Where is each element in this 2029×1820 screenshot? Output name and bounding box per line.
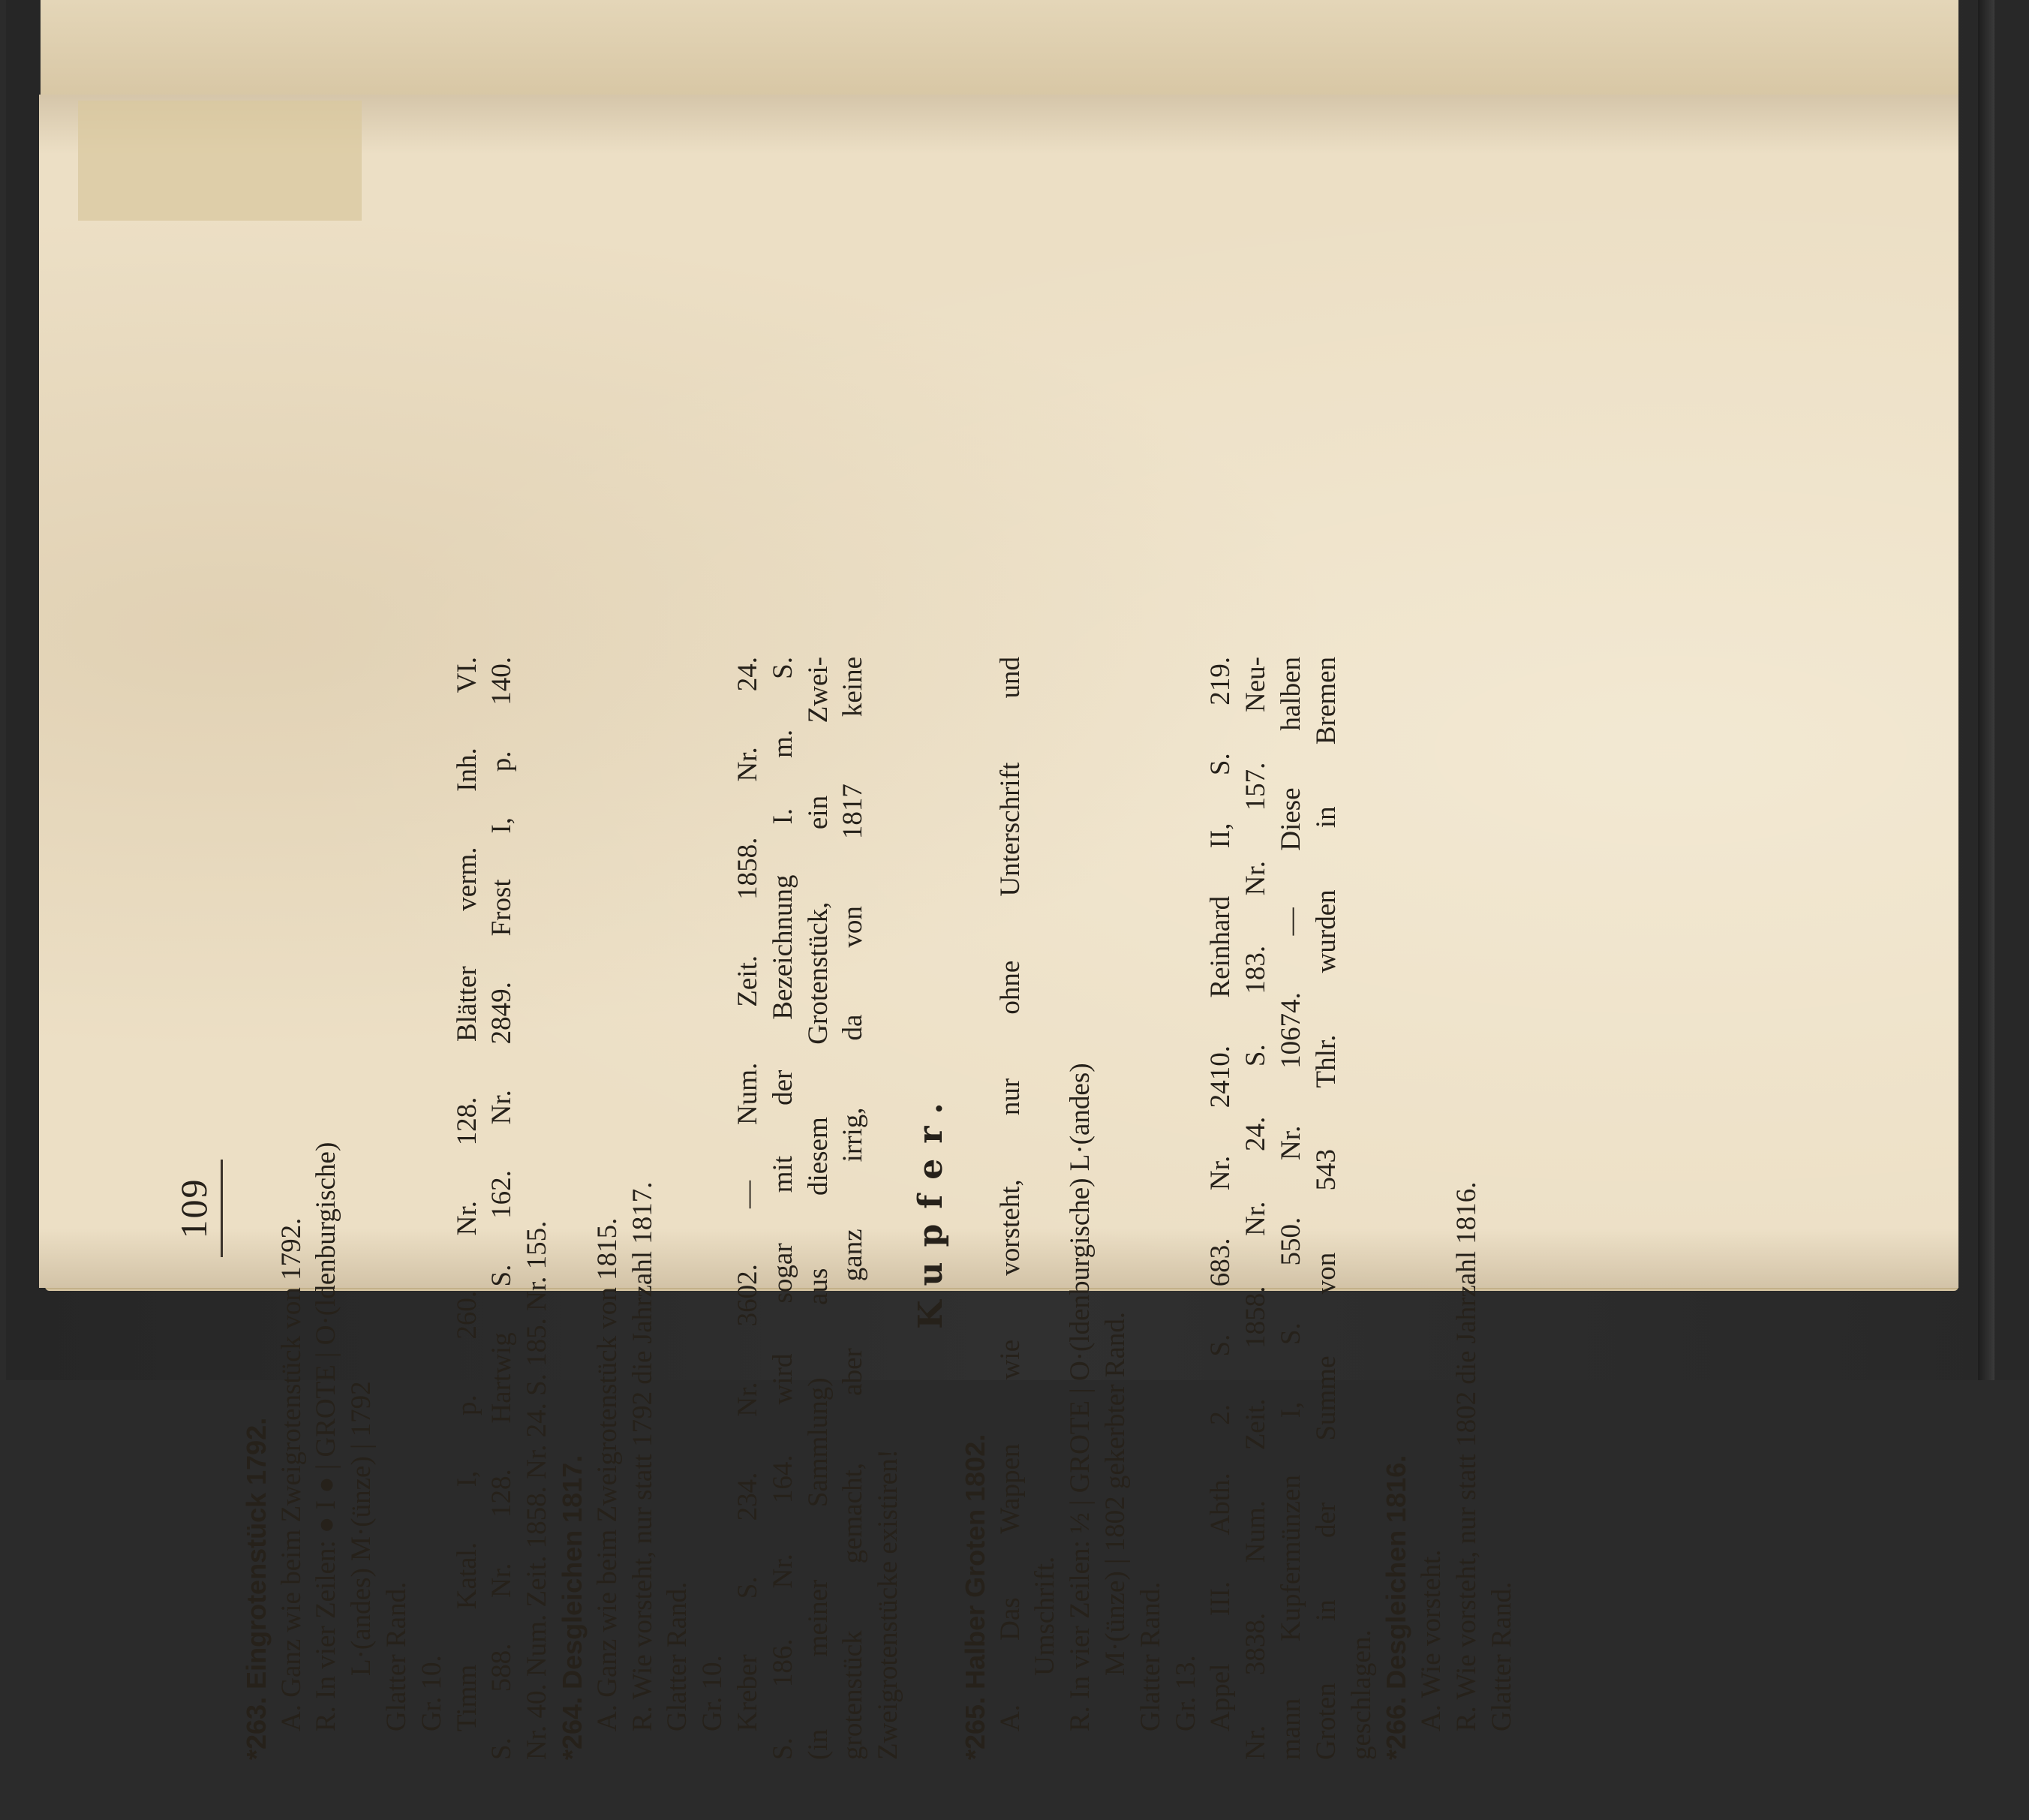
text-line: Glatter Rand. [1486, 1581, 1517, 1731]
text-line: Zweigrotenstücke existiren! [873, 1448, 904, 1760]
text-line: Nr. 3838. Num. Zeit. 1858. Nr. 24. S. 183. Nr. 157. Neu- [1240, 657, 1272, 1760]
text-line: Timm Katal. I, p. 260. Nr. 128. Blätter verm. Inh. VI. [451, 657, 482, 1731]
facing-page-edge [41, 0, 1958, 98]
text-line: S. 186. Nr. 164. wird sogar mit der Bezeichnung I. m. S. [767, 657, 798, 1760]
text-line: Gr. 10. [697, 1655, 729, 1731]
entry-heading: *263. Eingrotenstück 1792. [240, 1417, 272, 1760]
entry-heading: *266. Desgleichen 1816. [1381, 1454, 1412, 1760]
text-line: geschlagen. [1345, 1629, 1377, 1760]
paper-scrap [78, 101, 362, 221]
page-text [109, 604, 2029, 1820]
text-line: mann Kupfermünzen I, S. 550. Nr. 10674. — Diese halben [1275, 657, 1306, 1760]
entry-heading: *264. Desgleichen 1817. [556, 1454, 588, 1760]
text-line: Gr. 10. [416, 1655, 447, 1731]
text-line: R. In vier Zeilen: ● I ● | GROTE | O·(ldenburgische) [311, 1142, 342, 1731]
text-line: R. In vier Zeilen: ½ | GROTE | O·(ldenburgische) L·(andes) [1065, 1063, 1096, 1731]
text-line: Glatter Rand. [380, 1581, 412, 1731]
text-line: M·(ünze) | 1802 gekerbter Rand. [1099, 1311, 1131, 1676]
text-line: grotenstück gemacht, aber ganz irrig, da von 1817 keine [837, 657, 869, 1760]
text-line: (in meiner Sammlung) aus diesem Grotenstück, ein Zwei- [802, 657, 834, 1760]
text-line: A. Das Wappen wie vorsteht, nur ohne Unterschrift und [994, 657, 1026, 1731]
text-line: A. Ganz wie beim Zweigrotenstück von 1815. [591, 1217, 623, 1731]
text-line: A. Ganz wie beim Zweigrotenstück von 1792. [275, 1217, 307, 1731]
page-number-rule [221, 1160, 223, 1257]
text-line: Nr. 40. Num. Zeit. 1858. Nr. 24. S. 185. Nr. 155. [522, 1220, 553, 1760]
entry-heading: *265. Halber Groten 1802. [959, 1433, 990, 1760]
text-line: S. 588. Nr. 128. Hartwig S. 162. Nr. 2849. Frost I, p. 140. [486, 657, 518, 1760]
text-line: L·(andes) M·(ünze) | 1792 [346, 1381, 377, 1676]
text-line: R. Wie vorsteht, nur statt 1802 die Jahrzahl 1816. [1450, 1181, 1482, 1731]
page-number: 109 [173, 1178, 215, 1239]
section-heading: Kupfer. [911, 1087, 950, 1329]
text-lines [239, 657, 1520, 1760]
text-line: R. Wie vorsteht, nur statt 1792 die Jahrzahl 1817. [627, 1181, 658, 1731]
text-line: Gr. 13. [1170, 1655, 1201, 1731]
text-line: Glatter Rand. [662, 1581, 693, 1731]
text-line: Glatter Rand. [1135, 1581, 1166, 1731]
text-line: Groten in der Summe von 543 Thlr. wurden in Bremen [1310, 657, 1342, 1760]
text-line: Umschrift. [1030, 1556, 1061, 1676]
text-line: A. Wie vorsteht. [1416, 1549, 1447, 1731]
text-line: Appel III. Abth. 2. S. 683. Nr. 2410. Reinhard II, S. 219. [1205, 657, 1237, 1731]
text-line: Kreber S. 234. Nr. 3602. — Num. Zeit. 1858. Nr. 24. [732, 657, 763, 1731]
